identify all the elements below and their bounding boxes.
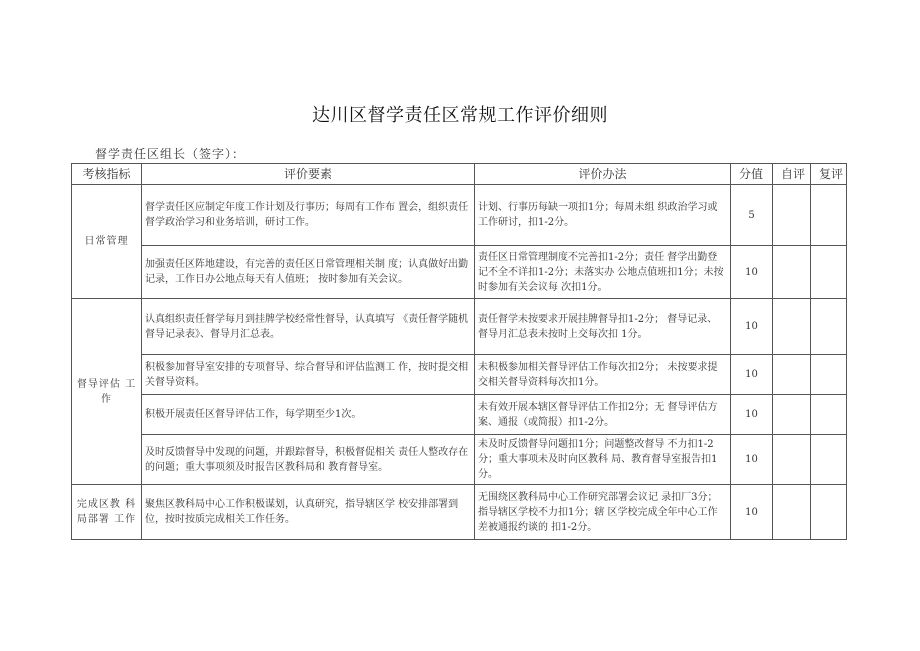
element-cell: 聚焦区教科局中心工作积极谋划，认真研究，指导辖区学 校安排部署到位，按时按质完成相关工作任务。 — [142, 485, 475, 540]
table-row — [72, 435, 847, 485]
re-eval-cell[interactable] — [811, 485, 847, 540]
score-cell: 10 — [731, 485, 773, 540]
score-cell: 10 — [731, 355, 773, 395]
method-cell: 责任区日常管理制度不完善扣1-2分；责任 督学出勤登记不全不详扣1-2分；未落实办 公地点值班扣1分；未按时参加有关会议每 次扣1分。 — [475, 246, 731, 299]
header-elements: 评价要素 — [142, 164, 475, 185]
method-cell: 未及时反馈督导问题扣1分；问题整改督导 不力扣1-2分；重大事项未及时向区教科 局、教育督导室报告扣1分。 — [475, 435, 731, 485]
re-eval-cell[interactable] — [811, 395, 847, 435]
self-eval-cell[interactable] — [773, 355, 811, 395]
category-supervision-evaluation: 督导评估 工作 — [72, 299, 142, 485]
page-title: 达川区督学责任区常规工作评价细则 — [312, 105, 608, 126]
method-cell: 责任督学未按要求开展挂牌督导扣1-2分； 督导记录、督导月汇总表未按时上交每次扣 1分。 — [475, 299, 731, 355]
score-cell: 10 — [731, 395, 773, 435]
score-cell: 10 — [731, 246, 773, 299]
header-re-eval: 复评 — [811, 164, 847, 185]
self-eval-cell[interactable] — [773, 395, 811, 435]
category-bureau-deployment: 完成区教 科局部署 工作 — [72, 485, 142, 540]
table-row — [72, 355, 847, 395]
self-eval-cell[interactable] — [773, 435, 811, 485]
table-row — [72, 246, 847, 299]
header-score: 分值 — [731, 164, 773, 185]
re-eval-cell[interactable] — [811, 246, 847, 299]
score-cell: 5 — [731, 185, 773, 246]
method-cell: 计划、行事历每缺一项扣1分；每周未组 织政治学习或工作研讨，扣1-2分。 — [475, 185, 731, 246]
self-eval-cell[interactable] — [773, 185, 811, 246]
method-cell: 无围绕区教科局中心工作研究部署会议记 录扣厂3分；指导辖区学校不力扣1分；辖 区学校完成全年中心工作差被通报约谈的 扣1-2分。 — [475, 485, 731, 540]
re-eval-cell[interactable] — [811, 185, 847, 246]
self-eval-cell[interactable] — [773, 246, 811, 299]
self-eval-cell[interactable] — [773, 485, 811, 540]
table-header-row — [72, 164, 847, 185]
score-cell: 10 — [731, 299, 773, 355]
re-eval-cell[interactable] — [811, 299, 847, 355]
method-cell: 未积极参加相关督导评估工作每次扣2分； 未按要求提交相关督导资料每次扣1分。 — [475, 355, 731, 395]
header-method: 评价办法 — [475, 164, 731, 185]
element-cell: 督学责任区应制定年度工作计划及行事历；每周有工作布 置会，组织责任督学政治学习和业务培训，研讨工作。 — [142, 185, 475, 246]
element-cell: 加强责任区阵地建设，有完善的责任区日常管理相关制 度；认真做好出勤记录，工作日办公地点每天有人值班； 按时参加有关会议。 — [142, 246, 475, 299]
element-cell: 认真组织责任督学每月到挂牌学校经常性督导，认真填写 《责任督学随机督导记录表》、督导月汇总表。 — [142, 299, 475, 355]
re-eval-cell[interactable] — [811, 435, 847, 485]
header-indicator: 考核指标 — [72, 164, 142, 185]
signature-label: 督学责任区组长（签字）： — [95, 147, 246, 161]
self-eval-cell[interactable] — [773, 299, 811, 355]
method-cell: 未有效开展本辖区督导评估工作扣2分；无 督导评估方案、通报（或简报）扣1-2分。 — [475, 395, 731, 435]
table-row — [72, 395, 847, 435]
category-daily-management: 日常管理 — [72, 185, 142, 299]
header-self-eval: 自评 — [773, 164, 811, 185]
table-row — [72, 299, 847, 355]
re-eval-cell[interactable] — [811, 355, 847, 395]
table-row — [72, 185, 847, 246]
element-cell: 及时反馈督导中发现的问题，并跟踪督导，积极督促相关 责任人整改存在的问题；重大事项须及时报告区教科局和 教育督导室。 — [142, 435, 475, 485]
table-row — [72, 485, 847, 540]
element-cell: 积极开展责任区督导评估工作，每学期至少1次。 — [142, 395, 475, 435]
score-cell: 10 — [731, 435, 773, 485]
evaluation-table — [71, 163, 847, 540]
element-cell: 积极参加督导室安排的专项督导、综合督导和评估监测工 作，按时提交相关督导资料。 — [142, 355, 475, 395]
